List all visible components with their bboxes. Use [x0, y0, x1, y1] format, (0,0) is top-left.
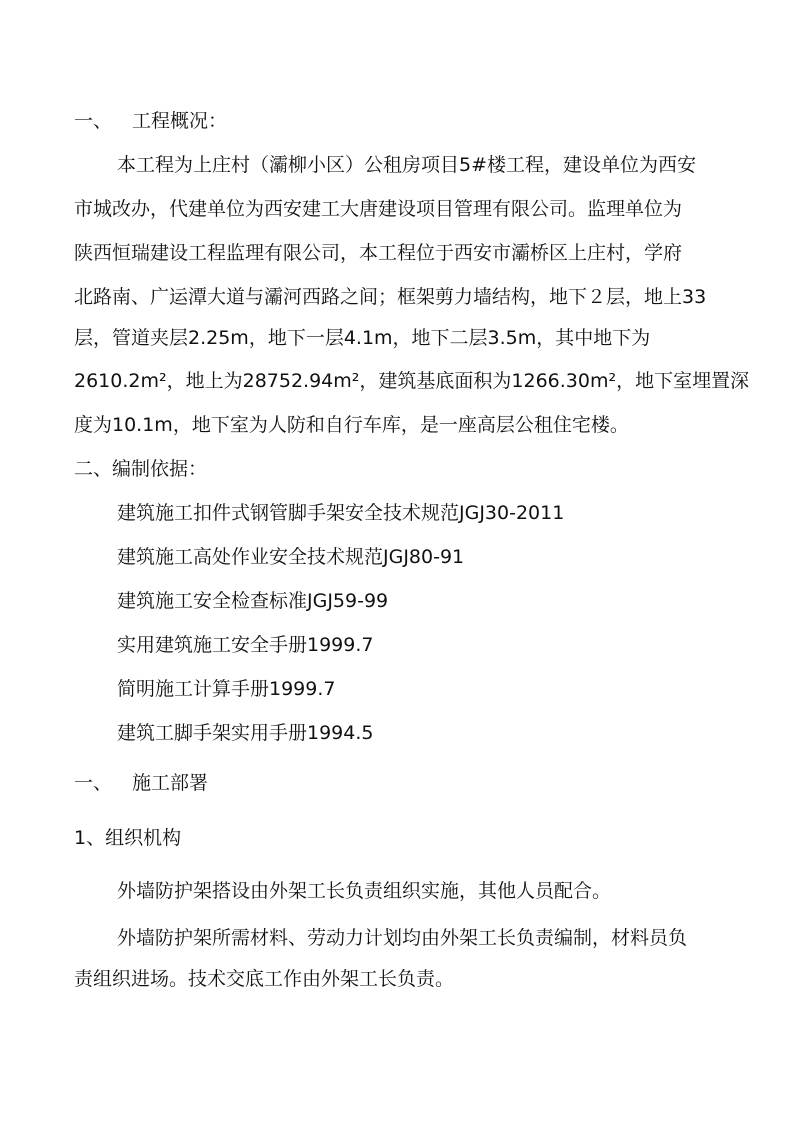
section-heading-basis: 二、编制依据： [74, 458, 208, 480]
paragraph-line: 2610.2m²，地上为28752.94m²，建筑基底面积为1266.30m²，地下室埋置深 [74, 370, 750, 392]
paragraph-line: 外墙防护架搭设由外架工长负责组织实施，其他人员配合。 [117, 880, 612, 902]
section-heading-overview [74, 108, 227, 134]
section-number: 一、 [74, 110, 113, 132]
paragraph-line: 市城改办，代建单位为西安建工大唐建设项目管理有限公司。监理单位为 [74, 198, 683, 220]
reference-item: 建筑工脚手架实用手册1994.5 [117, 722, 374, 744]
reference-item: 简明施工计算手册1999.7 [117, 678, 336, 700]
paragraph-line: 度为10.1m，地下室为人防和自行车库，是一座高层公租住宅楼。 [74, 414, 629, 436]
reference-item: 建筑施工安全检查标准JGJ59-99 [117, 590, 389, 612]
section-title: 工程概况： [132, 110, 228, 132]
section-title: 施工部署 [132, 772, 209, 794]
reference-item: 建筑施工高处作业安全技术规范JGJ80-91 [117, 546, 465, 568]
subsection-heading-organization: 1、组织机构 [74, 827, 182, 849]
reference-item: 建筑施工扣件式钢管脚手架安全技术规范JGJ30-2011 [117, 502, 565, 524]
section-number: 一、 [74, 772, 113, 794]
section-heading-deployment [74, 770, 208, 796]
paragraph-line: 本工程为上庄村（灞柳小区）公租房项目5#楼工程，建设单位为西安 [117, 154, 697, 176]
paragraph-line: 层，管道夹层2.25m，地下一层4.1m，地下二层3.5m，其中地下为 [74, 327, 651, 349]
paragraph-line: 外墙防护架所需材料、劳动力计划均由外架工长负责编制，材料员负 [117, 927, 688, 949]
paragraph-line: 北路南、广运潭大道与灞河西路之间；框架剪力墙结构，地下２层，地上33 [74, 286, 707, 308]
paragraph-line: 陕西恒瑞建设工程监理有限公司，本工程位于西安市灞桥区上庄村，学府 [74, 242, 683, 264]
reference-item: 实用建筑施工安全手册1999.7 [117, 634, 374, 656]
paragraph-line: 责组织进场。技术交底工作由外架工长负责。 [74, 968, 455, 990]
